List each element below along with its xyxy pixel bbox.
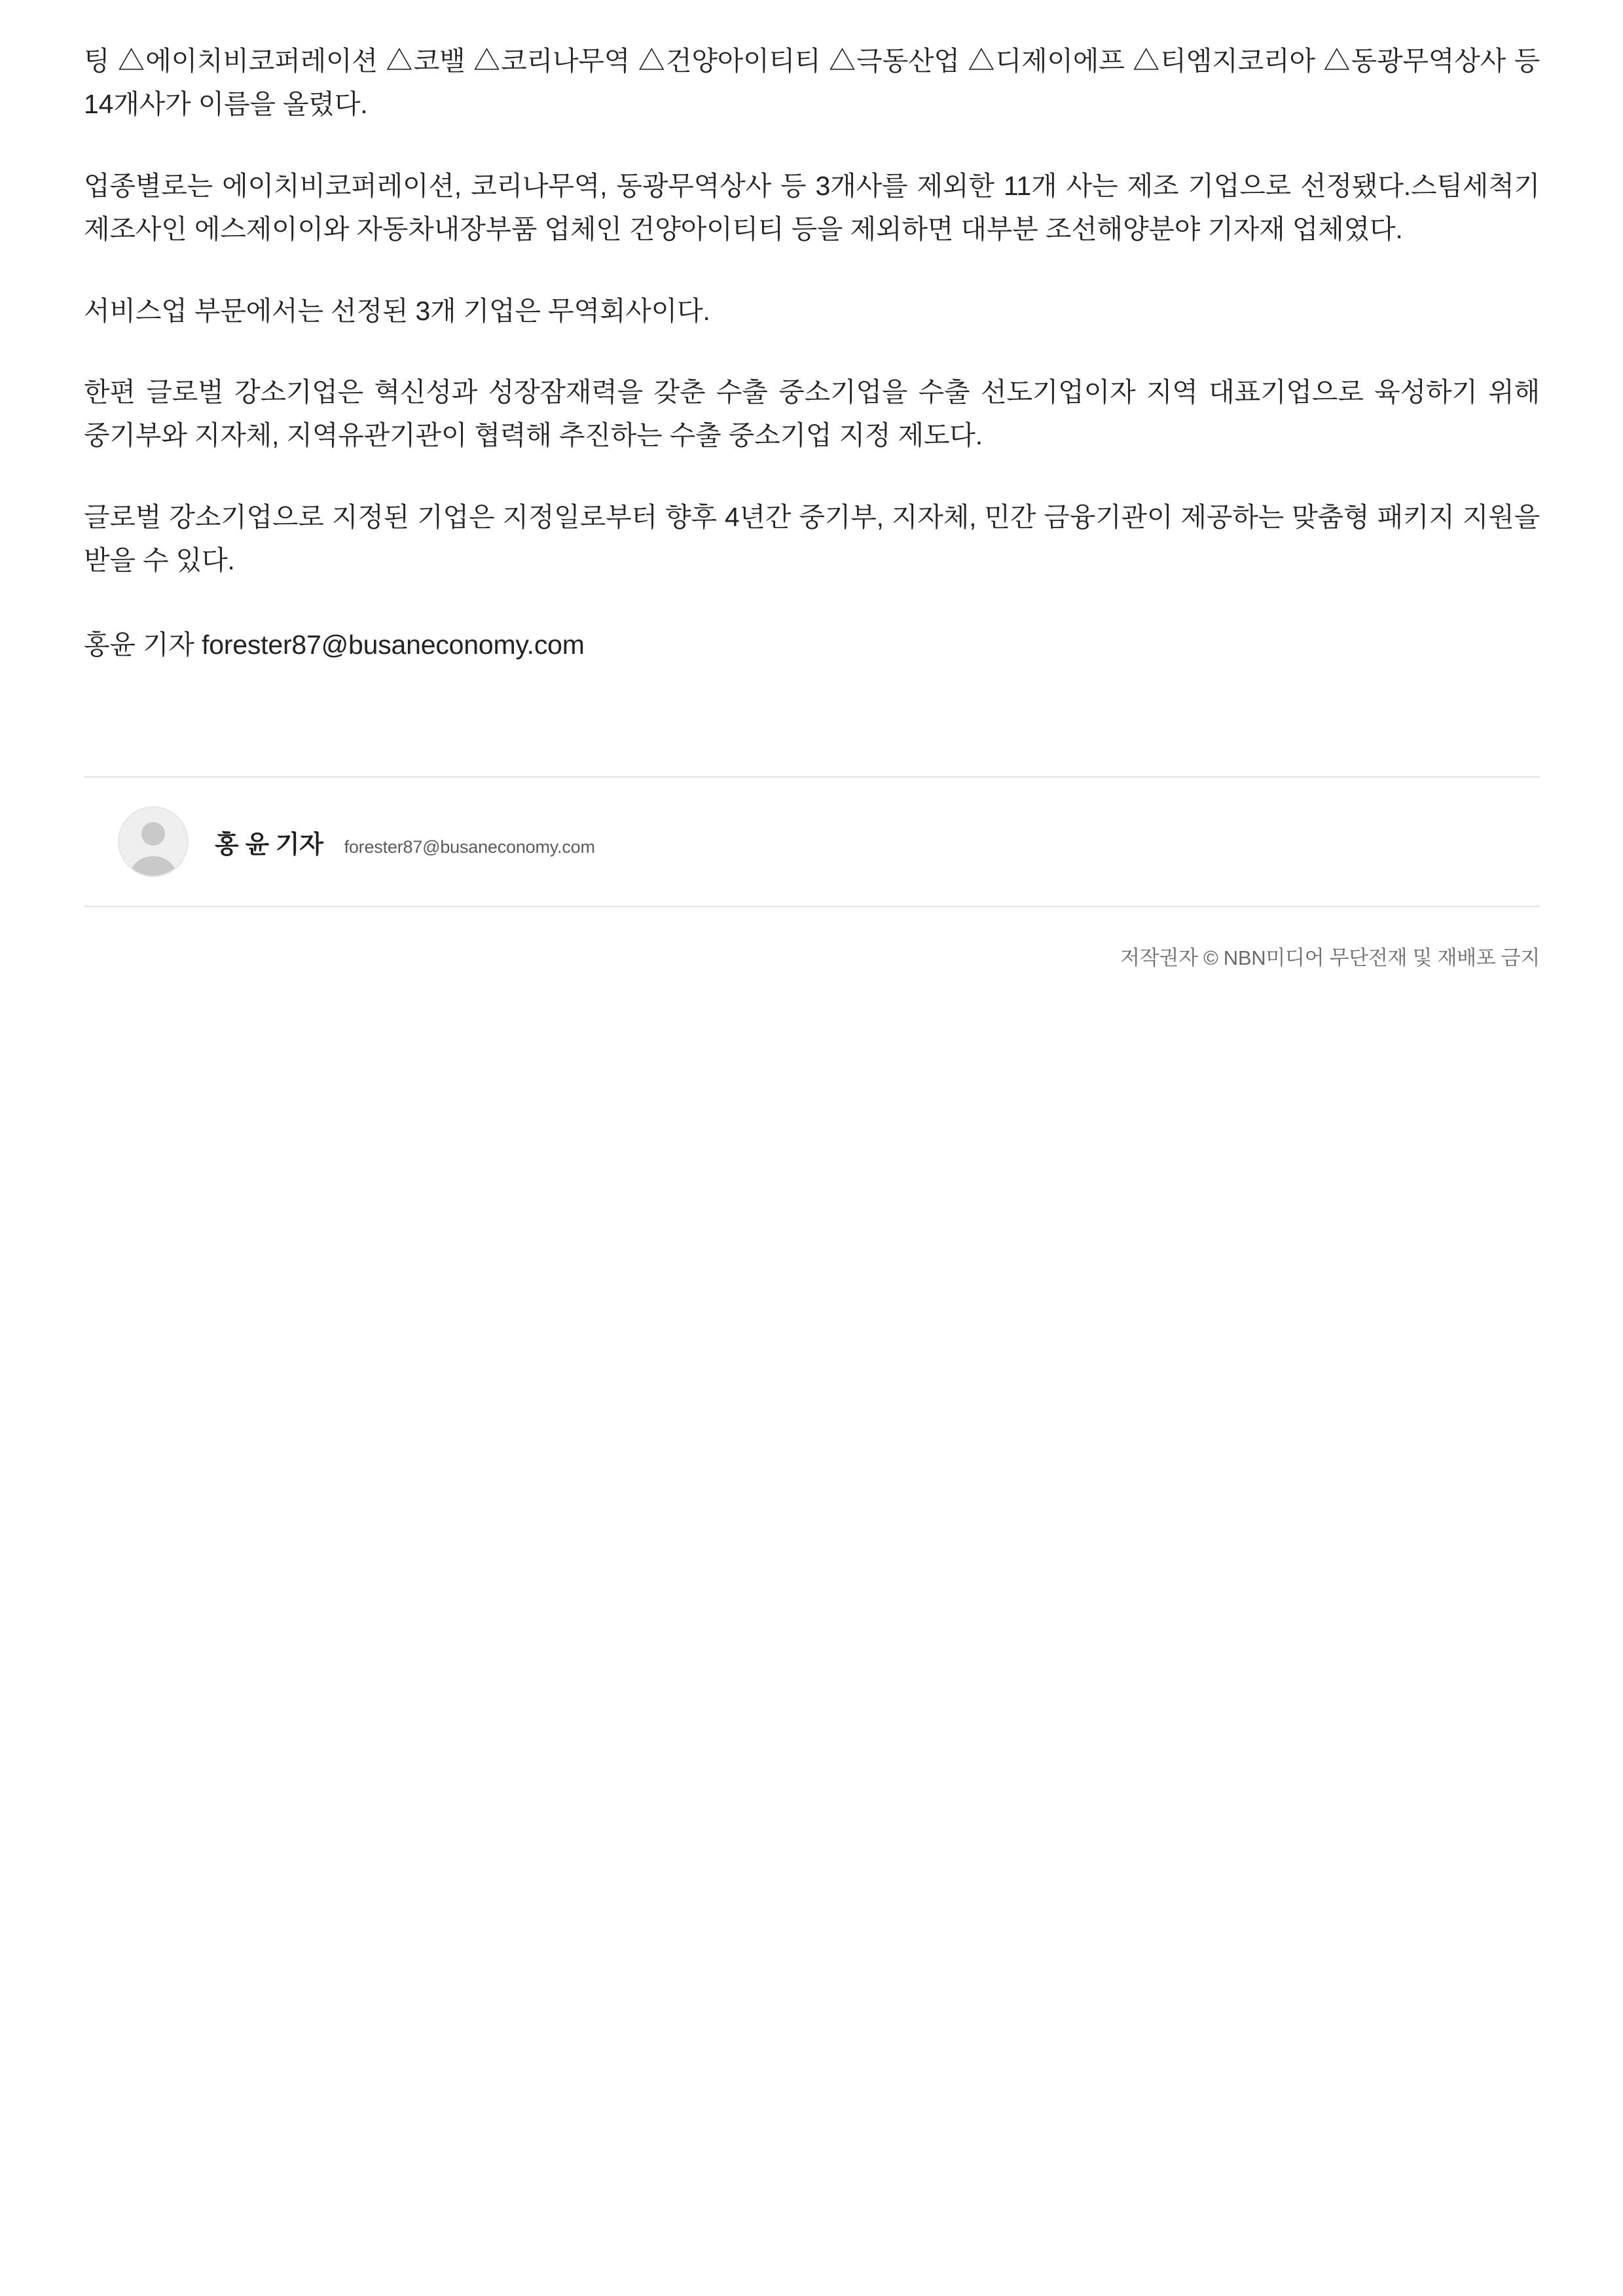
article-paragraph: 팅 △에이치비코퍼레이션 △코밸 △코리나무역 △건양아이티티 △극동산업 △디제이에프 △티엠지코리아 △동광무역상사 등 14개사가 이름을 올렸다. (84, 46, 1540, 120)
article-paragraph: 한편 글로벌 강소기업은 혁신성과 성장잠재력을 갖춘 수출 중소기업을 수출 선도기업이자 지역 대표기업으로 육성하기 위해 중기부와 지자체, 지역유관기관이 협력해 추진하는 수출 중소기업 지정 제도다. (84, 377, 1540, 451)
author-email[interactable]: forester87@busaneconomy.com (344, 836, 595, 857)
article-paragraph: 업종별로는 에이치비코퍼레이션, 코리나무역, 동광무역상사 등 3개사를 제외한 11개 사는 제조 기업으로 선정됐다.스팀세척기 제조사인 에스제이이와 자동차내장부품 업체인 건양아이티티 등을 제외하면 대부분 조선해양분야 기자재 업체였다. (84, 170, 1540, 245)
reporter-contact-line: 홍윤 기자 forester87@busaneconomy.com (84, 629, 585, 660)
page-bottom-spacer (84, 971, 1539, 1756)
copyright-area (84, 907, 1540, 971)
article-body (84, 39, 1540, 971)
article-paragraph: 글로벌 강소기업으로 지정된 기업은 지정일로부터 향후 4년간 중기부, 지자체, 민간 금융기관이 제공하는 맞춤형 패키지 지원을 받을 수 있다. (84, 501, 1540, 576)
author-byline[interactable] (84, 778, 1540, 906)
author-name: 홍 윤 기자 (215, 831, 323, 859)
avatar (118, 806, 189, 877)
article-paragraph: 서비스업 부문에서는 선정된 3개 기업은 무역회사이다. (84, 295, 710, 326)
byline-text (215, 824, 595, 860)
copyright-text: 저작권자 © NBN미디어 무단전재 및 재배포 금지 (1120, 946, 1540, 970)
